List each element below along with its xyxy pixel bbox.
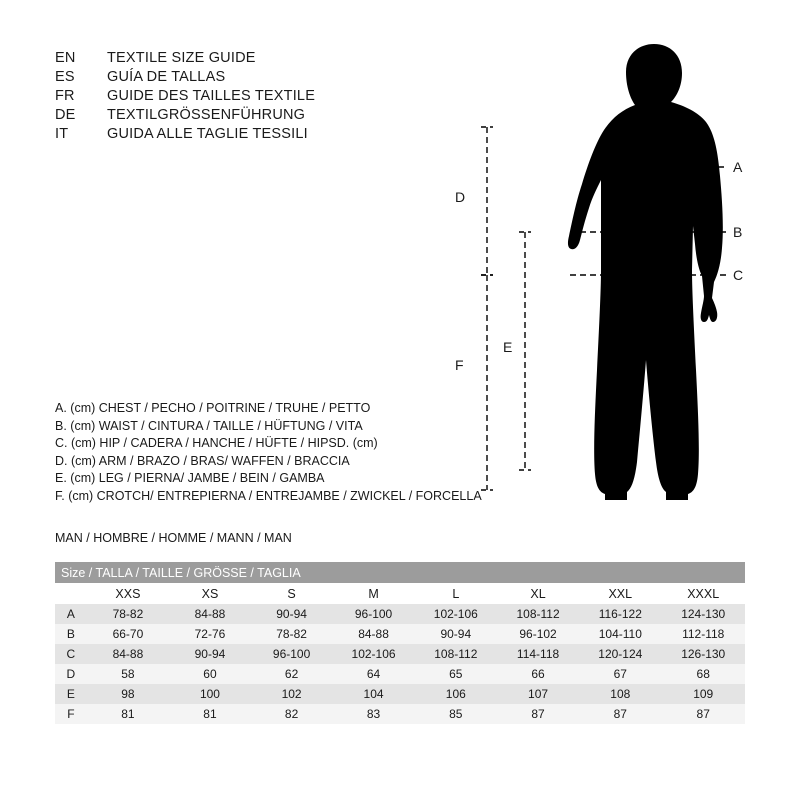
cell: 104 xyxy=(332,684,414,704)
title-text: GUÍA DE TALLAS xyxy=(107,69,226,85)
cell: 87 xyxy=(579,704,661,724)
cell: 87 xyxy=(497,704,579,724)
row-label: A xyxy=(55,604,87,624)
title-row xyxy=(55,126,475,142)
table-row xyxy=(55,684,745,704)
cell: 60 xyxy=(169,664,251,684)
row-label: D xyxy=(55,664,87,684)
cell: 66-70 xyxy=(87,624,169,644)
title-block xyxy=(55,50,475,145)
title-lang-code: EN xyxy=(55,50,76,66)
legend-line-b: B. (cm) WAIST / CINTURA / TAILLE / HÜFTUNG / VITA xyxy=(55,418,363,433)
table-row xyxy=(55,644,745,664)
cell: 62 xyxy=(251,664,333,684)
cell: 112-118 xyxy=(661,624,745,644)
cell: 78-82 xyxy=(87,604,169,624)
cell: 106 xyxy=(415,684,497,704)
mannequin-figure xyxy=(430,30,770,540)
column-header-xs: XS xyxy=(169,583,251,604)
cell: 58 xyxy=(87,664,169,684)
column-header-blank xyxy=(55,583,87,604)
cell: 126-130 xyxy=(661,644,745,664)
table-row xyxy=(55,624,745,644)
cell: 81 xyxy=(87,704,169,724)
cell: 85 xyxy=(415,704,497,724)
legend-line-c: C. (cm) HIP / CADERA / HANCHE / HÜFTE / HIPSD. (cm) xyxy=(55,436,378,450)
title-lang-code: ES xyxy=(55,69,75,85)
cell: 84-88 xyxy=(87,644,169,664)
table-column-headers xyxy=(55,583,745,604)
cell: 108 xyxy=(579,684,661,704)
title-text: TEXTILE SIZE GUIDE xyxy=(107,50,256,66)
cell: 108-112 xyxy=(415,644,497,664)
cell: 114-118 xyxy=(497,644,579,664)
cell: 82 xyxy=(251,704,333,724)
cell: 90-94 xyxy=(169,644,251,664)
cell: 100 xyxy=(169,684,251,704)
cell: 67 xyxy=(579,664,661,684)
column-header-l: L xyxy=(415,583,497,604)
cell: 64 xyxy=(332,664,414,684)
title-text: GUIDE DES TAILLES TEXTILE xyxy=(107,88,316,104)
cell: 102-106 xyxy=(332,644,414,664)
cell: 81 xyxy=(169,704,251,724)
figure-marker-e: E xyxy=(503,339,513,355)
row-label: C xyxy=(55,644,87,664)
cell: 90-94 xyxy=(415,624,497,644)
cell: 107 xyxy=(497,684,579,704)
cell: 65 xyxy=(415,664,497,684)
title-lang-code: FR xyxy=(55,88,75,104)
legend-line-e: E. (cm) LEG / PIERNA/ JAMBE / BEIN / GAMBA xyxy=(55,471,325,485)
cell: 102-106 xyxy=(415,604,497,624)
legend-gender-note: MAN / HOMBRE / HOMME / MANN / MAN xyxy=(55,531,292,545)
column-header-m: M xyxy=(332,583,414,604)
title-lang-code: IT xyxy=(55,126,69,142)
table-header-band xyxy=(55,562,745,583)
cell: 84-88 xyxy=(169,604,251,624)
cell: 116-122 xyxy=(579,604,661,624)
title-row xyxy=(55,107,475,123)
cell: 96-100 xyxy=(332,604,414,624)
column-header-xxs: XXS xyxy=(87,583,169,604)
cell: 66 xyxy=(497,664,579,684)
column-header-xxxl: XXXL xyxy=(661,583,745,604)
title-text: GUIDA ALLE TAGLIE TESSILI xyxy=(107,126,308,142)
cell: 68 xyxy=(661,664,745,684)
table-row xyxy=(55,604,745,624)
title-row xyxy=(55,50,475,66)
column-header-xl: XL xyxy=(497,583,579,604)
cell: 108-112 xyxy=(497,604,579,624)
row-label: B xyxy=(55,624,87,644)
figure-marker-d: D xyxy=(455,189,466,205)
table-row xyxy=(55,704,745,724)
figure-marker-f: F xyxy=(455,357,464,373)
cell: 96-100 xyxy=(251,644,333,664)
table-row xyxy=(55,664,745,684)
male-silhouette-icon xyxy=(568,44,723,500)
row-label: E xyxy=(55,684,87,704)
row-label: F xyxy=(55,704,87,724)
figure-marker-a: A xyxy=(733,159,743,175)
cell: 72-76 xyxy=(169,624,251,644)
column-header-s: S xyxy=(251,583,333,604)
title-text: TEXTILGRÖSSENFÜHRUNG xyxy=(107,107,306,123)
measurement-legend xyxy=(55,400,495,505)
size-table xyxy=(55,562,745,724)
cell: 96-102 xyxy=(497,624,579,644)
cell: 124-130 xyxy=(661,604,745,624)
title-row xyxy=(55,88,475,104)
title-row xyxy=(55,69,475,85)
table-header-title: Size / TALLA / TAILLE / GRÖSSE / TAGLIA xyxy=(55,562,745,583)
cell: 84-88 xyxy=(332,624,414,644)
figure-marker-c: C xyxy=(733,267,744,283)
cell: 90-94 xyxy=(251,604,333,624)
size-table-wrap xyxy=(55,562,745,724)
cell: 98 xyxy=(87,684,169,704)
cell: 87 xyxy=(661,704,745,724)
title-lang-code: DE xyxy=(55,107,76,123)
cell: 78-82 xyxy=(251,624,333,644)
column-header-xxl: XXL xyxy=(579,583,661,604)
cell: 120-124 xyxy=(579,644,661,664)
cell: 83 xyxy=(332,704,414,724)
cell: 102 xyxy=(251,684,333,704)
legend-line-a: A. (cm) CHEST / PECHO / POITRINE / TRUHE / PETTO xyxy=(55,401,371,415)
figure-marker-b: B xyxy=(733,224,743,240)
legend-line-f: F. (cm) CROTCH/ ENTREPIERNA / ENTREJAMBE / ZWICKEL / FORCELLA xyxy=(55,488,482,503)
cell: 109 xyxy=(661,684,745,704)
cell: 104-110 xyxy=(579,624,661,644)
legend-line-d: D. (cm) ARM / BRAZO / BRAS/ WAFFEN / BRACCIA xyxy=(55,453,350,468)
